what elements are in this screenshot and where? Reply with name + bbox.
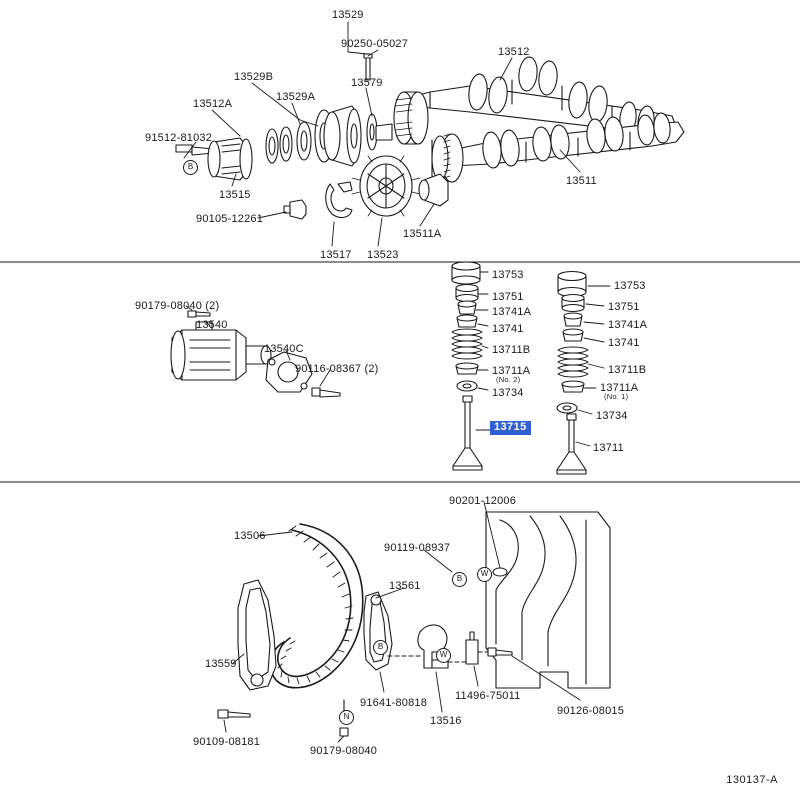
- part-label-13515: 13515: [219, 189, 251, 201]
- part-label-90201-12006: 90201-12006: [449, 495, 517, 507]
- part-label-13559: 13559: [205, 658, 237, 670]
- part-label-13529a: 13529A: [276, 91, 316, 103]
- part-label-13734-left: 13734: [492, 387, 524, 399]
- part-label-90119-08937: 90119-08937: [384, 542, 451, 554]
- part-label-13516: 13516: [430, 715, 462, 727]
- part-label-13741a-left: 13741A: [492, 306, 532, 318]
- fastener-mark-b1: B: [183, 160, 198, 175]
- part-label-91512-81032: 91512-81032: [145, 132, 213, 144]
- part-label-90126-08015: 90126-08015: [557, 705, 625, 717]
- part-label-13753-right: 13753: [614, 280, 646, 292]
- part-label-13529b: 13529B: [234, 71, 274, 83]
- part-label-13711b-right: 13711B: [608, 364, 647, 376]
- part-label-no2: (No. 2): [496, 375, 521, 384]
- part-label-no1: (No. 1): [604, 392, 629, 401]
- part-label-13711b-left: 13711B: [492, 344, 531, 356]
- part-label-13741a-right: 13741A: [608, 319, 648, 331]
- part-label-90109-08181: 90109-08181: [193, 736, 261, 748]
- fastener-mark-b2: B: [452, 572, 467, 587]
- part-label-13517: 13517: [320, 249, 352, 261]
- part-label-13751-right: 13751: [608, 301, 640, 313]
- part-label-13751-left: 13751: [492, 291, 524, 303]
- part-label-13711a-right: 13711A: [600, 382, 639, 394]
- part-label-91641-80818: 91641-80818: [360, 697, 428, 709]
- part-label-13579: 13579: [351, 77, 383, 89]
- part-label-13753-left: 13753: [492, 269, 524, 281]
- part-label-13711a-left: 13711A: [492, 365, 531, 377]
- part-label-13741-right: 13741: [608, 337, 640, 349]
- part-label-13512a: 13512A: [193, 98, 233, 110]
- part-label-90105-12261: 90105-12261: [196, 213, 264, 225]
- part-label-13741-left: 13741: [492, 323, 524, 335]
- fastener-mark-b3: B: [373, 640, 388, 655]
- diagram-code: 130137-A: [726, 774, 778, 786]
- part-label-13561: 13561: [389, 580, 421, 592]
- part-label-90250-05027: 90250-05027: [341, 38, 409, 50]
- part-label-13711: 13711: [593, 442, 624, 454]
- part-label-13540c: 13540C: [264, 343, 304, 355]
- part-label-13506: 13506: [234, 530, 266, 542]
- part-label-13540: 13540: [196, 319, 228, 331]
- fastener-mark-w1: W: [477, 567, 492, 582]
- fastener-mark-n1: N: [339, 710, 354, 725]
- part-label-13529: 13529: [332, 9, 364, 21]
- part-label-13511: 13511: [566, 175, 597, 187]
- part-label-90179-08040: 90179-08040: [310, 745, 378, 757]
- part-label-13523: 13523: [367, 249, 399, 261]
- part-label-13734-right: 13734: [596, 410, 628, 422]
- part-label-13715-selected[interactable]: 13715: [490, 421, 531, 435]
- part-label-90179-08040-2: 90179-08040 (2): [135, 300, 220, 312]
- part-label-11496-75011: 11496-75011: [455, 690, 521, 702]
- fastener-mark-w2: W: [436, 648, 451, 663]
- part-label-13511a: 13511A: [403, 228, 442, 240]
- part-label-90116-08367-2: 90116-08367 (2): [295, 363, 379, 375]
- part-label-13512: 13512: [498, 46, 530, 58]
